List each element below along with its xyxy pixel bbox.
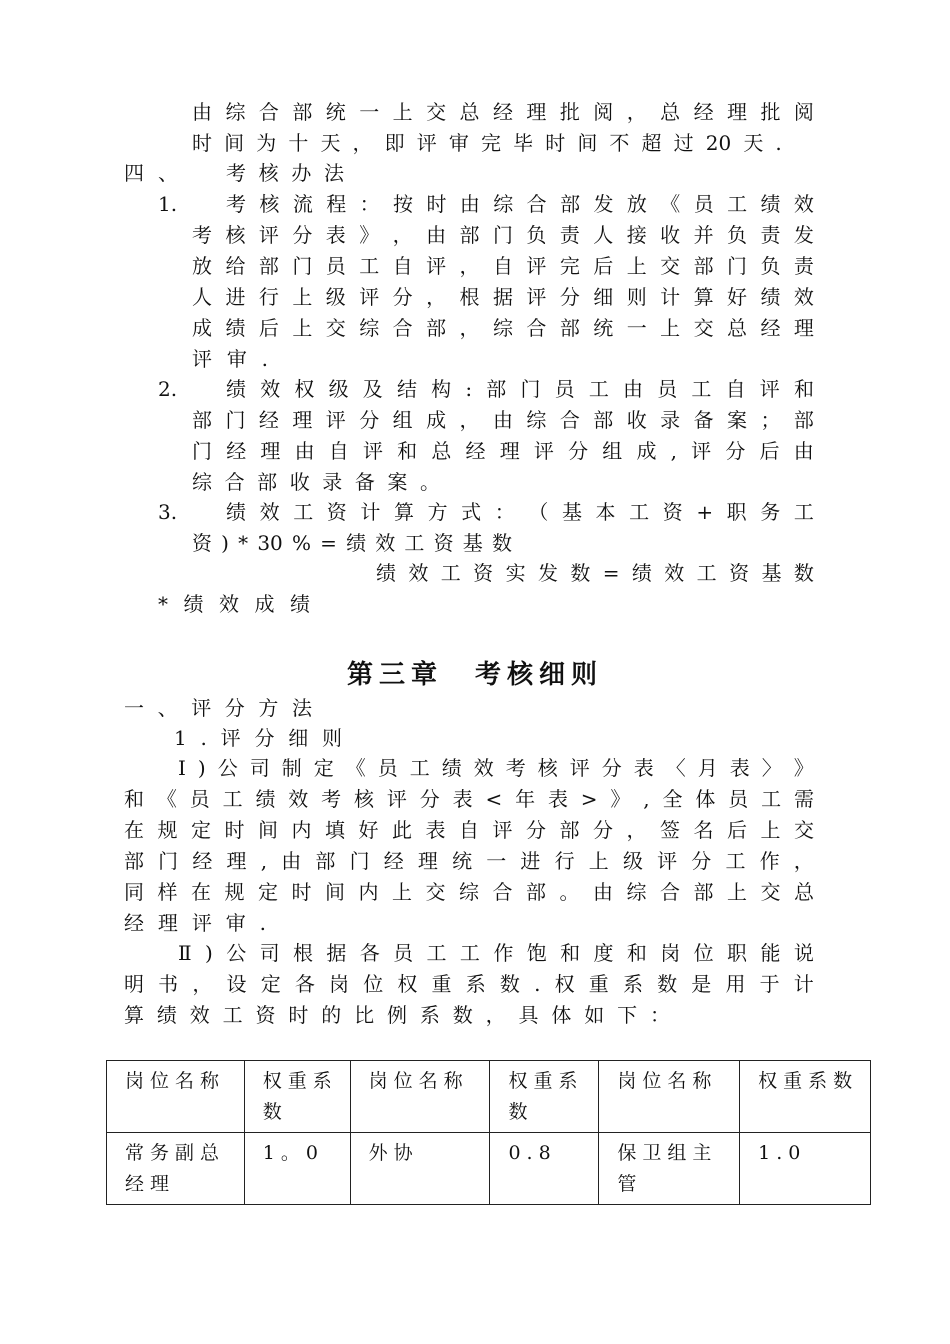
body-line: 算 绩 效 工 资 时 的 比 例 系 数 ， 具 体 如 下 ： xyxy=(124,1003,670,1027)
body-line: 在 规 定 时 间 内 填 好 此 表 自 评 分 部 分 ， 签 名 后 上 交 xyxy=(124,818,814,842)
body-line: 同 样 在 规 定 时 间 内 上 交 综 合 部 。 由 综 合 部 上 交 总 xyxy=(124,880,814,904)
body-line: 和 《 员 工 绩 效 考 核 评 分 表 < 年 表 > 》 , 全 体 员 工 需 xyxy=(124,787,814,811)
body-line: 门 经 理 由 自 评 和 总 经 理 评 分 组 成 , 评 分 后 由 xyxy=(192,439,814,463)
body-line: 评 审 . xyxy=(192,347,268,371)
body-line: 部 门 经 理 评 分 组 成 ， 由 综 合 部 收 录 备 案 ； 部 xyxy=(192,408,814,432)
body-line: 综 合 部 收 录 备 案 。 xyxy=(192,470,440,494)
item-number: 1. xyxy=(158,192,178,216)
body-line: Ⅱ ) 公 司 根 据 各 员 工 工 作 饱 和 度 和 岗 位 职 能 说 xyxy=(178,941,814,965)
subsection-heading: 1 . 评 分 细 则 xyxy=(174,726,342,750)
table-row xyxy=(107,1133,871,1205)
body-line: 考 核 流 程 ： 按 时 由 综 合 部 发 放 《 员 工 绩 效 xyxy=(226,192,814,216)
table-cell: 常务副总经理 xyxy=(107,1133,245,1205)
header-cell: 岗位名称 xyxy=(599,1061,740,1133)
section-number: 四、 xyxy=(124,161,192,185)
body-line: 时 间 为 十 天 ， 即 评 审 完 毕 时 间 不 超 过 20 天 . xyxy=(192,131,782,155)
body-line: 经 理 评 审 . xyxy=(124,911,266,935)
header-cell: 岗位名称 xyxy=(107,1061,245,1133)
body-line: * 绩 效 成 绩 xyxy=(158,592,310,616)
header-cell: 权重系数 xyxy=(740,1061,871,1133)
header-cell: 岗位名称 xyxy=(350,1061,490,1133)
item-number: 3. xyxy=(158,500,178,524)
section-heading: 一 、 评 分 方 法 xyxy=(124,696,312,720)
header-cell: 权重系数 xyxy=(244,1061,350,1133)
table-cell: 保卫组主管 xyxy=(599,1133,740,1205)
item-number: 2. xyxy=(158,377,178,401)
body-line: 考 核 评 分 表 》 ， 由 部 门 负 责 人 接 收 并 负 责 发 xyxy=(192,223,814,247)
table-cell: 1。0 xyxy=(244,1133,350,1205)
body-line: 明 书 ， 设 定 各 岗 位 权 重 系 数 . 权 重 系 数 是 用 于 计 xyxy=(124,972,814,996)
body-line: 成 绩 后 上 交 综 合 部 ， 综 合 部 统 一 上 交 总 经 理 xyxy=(192,316,814,340)
chapter-title: 第三章 考核细则 xyxy=(346,660,603,690)
table-cell: 1.0 xyxy=(740,1133,871,1205)
body-line: 绩 效 工 资 实 发 数 = 绩 效 工 资 基 数 xyxy=(376,561,814,585)
table-cell: 外协 xyxy=(350,1133,490,1205)
section-heading: 考 核 办 法 xyxy=(226,161,344,185)
body-line: 部 门 经 理 , 由 部 门 经 理 统 一 进 行 上 级 评 分 工 作 ， xyxy=(124,849,814,873)
body-line: Ⅰ ) 公 司 制 定 《 员 工 绩 效 考 核 评 分 表 〈 月 表 〉 》 xyxy=(178,756,814,780)
body-line: 人 进 行 上 级 评 分 ， 根 据 评 分 细 则 计 算 好 绩 效 xyxy=(192,285,814,309)
table-cell: 0.8 xyxy=(490,1133,599,1205)
body-line: 绩 效 工 资 计 算 方 式 ： （ 基 本 工 资 + 职 务 工 xyxy=(226,500,814,524)
body-line: 放 给 部 门 员 工 自 评 ， 自 评 完 后 上 交 部 门 负 责 xyxy=(192,254,814,278)
body-line: 绩 效 权 级 及 结 构 : 部 门 员 工 由 员 工 自 评 和 xyxy=(226,377,814,401)
table-header-row xyxy=(107,1061,871,1133)
body-line: 资 ) * 30 % = 绩 效 工 资 基 数 xyxy=(192,531,512,555)
header-cell: 权重系数 xyxy=(490,1061,599,1133)
body-line: 由 综 合 部 统 一 上 交 总 经 理 批 阅 ， 总 经 理 批 阅 xyxy=(192,100,814,124)
weight-table xyxy=(106,1060,871,1205)
